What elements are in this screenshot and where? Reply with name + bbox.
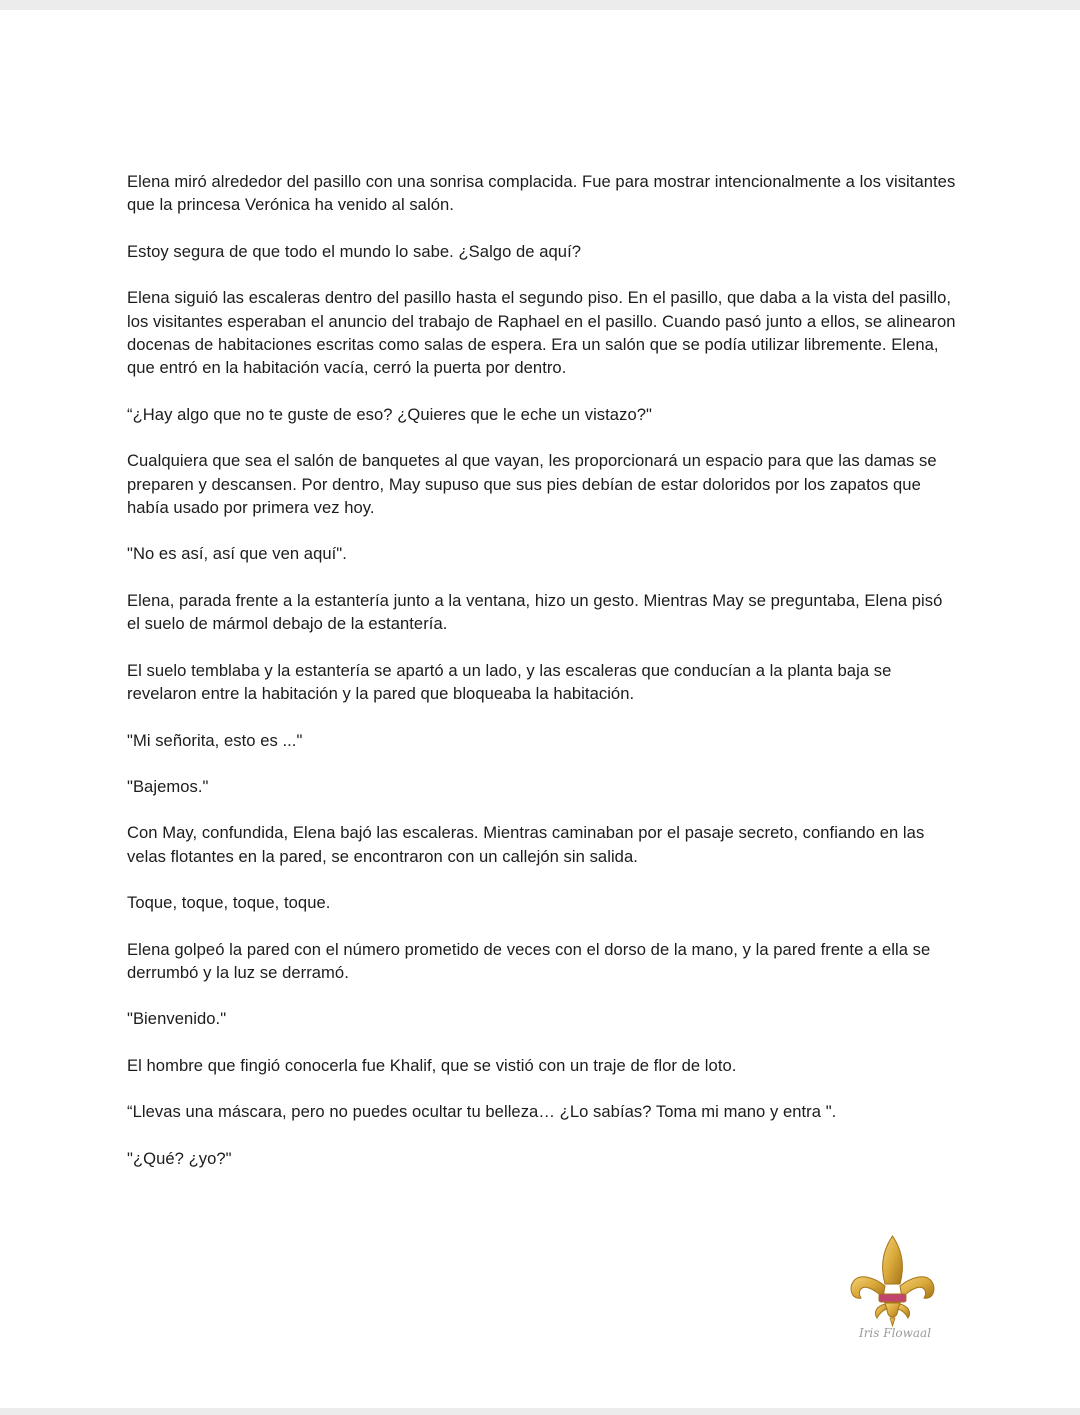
paragraph: El hombre que fingió conocerla fue Khalif, que se vistió con un traje de flor de loto. [127,1055,737,1075]
document-page [0,10,1080,1408]
paragraph: "Bajemos." [127,776,209,796]
paragraph: Toque, toque, toque, toque. [127,893,331,913]
paragraph: Cualquiera que sea el salón de banquetes al que vayan, les proporcionará un espacio para que las damas se preparen y descansen. Por dentro, May supuso que sus pies debían de estar doloridos por los zapatos que había usado por primera vez hoy. [127,451,937,518]
document-body [127,170,957,1193]
paragraph: "No es así, así que ven aquí". [127,544,347,564]
paragraph: "Mi señorita, esto es ..." [127,730,303,750]
paragraph: “¿Hay algo que no te guste de eso? ¿Quieres que le eche un vistazo?" [127,404,652,424]
paragraph: "Bienvenido." [127,1009,227,1029]
paragraph: Estoy segura de que todo el mundo lo sabe. ¿Salgo de aquí? [127,241,582,261]
paragraph: El suelo temblaba y la estantería se apartó a un lado, y las escaleras que conducían a la planta baja se revelaron entre la habitación y la pared que bloqueaba la habitación. [127,660,892,704]
paragraph: Elena miró alrededor del pasillo con una sonrisa complacida. Fue para mostrar intencionalmente a los visitantes que la princesa Verónica ha venido al salón. [127,172,956,215]
paragraph: Elena, parada frente a la estantería junto a la ventana, hizo un gesto. Mientras May se preguntaba, Elena pisó el suelo de mármol debajo de la estantería. [127,590,943,634]
signature: Iris Flowaal [858,1326,932,1340]
paragraph: Con May, confundida, Elena bajó las escaleras. Mientras caminaban por el pasaje secreto, confiando en las velas flotantes en la pared, se encontraron con un callejón sin salida. [127,823,925,866]
paragraph: Elena golpeó la pared con el número prometido de veces con el dorso de la mano, y la pared frente a ella se derrumbó y la luz se derramó. [127,939,931,982]
paragraph: "¿Qué? ¿yo?" [127,1148,232,1168]
paragraph: “Llevas una máscara, pero no puedes ocultar tu belleza… ¿Lo sabías? Toma mi mano y entra ". [127,1102,837,1122]
paragraph: Elena siguió las escaleras dentro del pasillo hasta el segundo piso. En el pasillo, que daba a la vista del pasillo, los visitantes esperaban el anuncio del trabajo de Raphael en el pasillo. Cuando pasó junto a ellos, se alinearon docenas de habitaciones escritas como salas de espera. Era un salón que se podía utilizar libremente. Elena, que entró en la habitación vacía, cerró la puerta por dentro. [127,288,956,378]
